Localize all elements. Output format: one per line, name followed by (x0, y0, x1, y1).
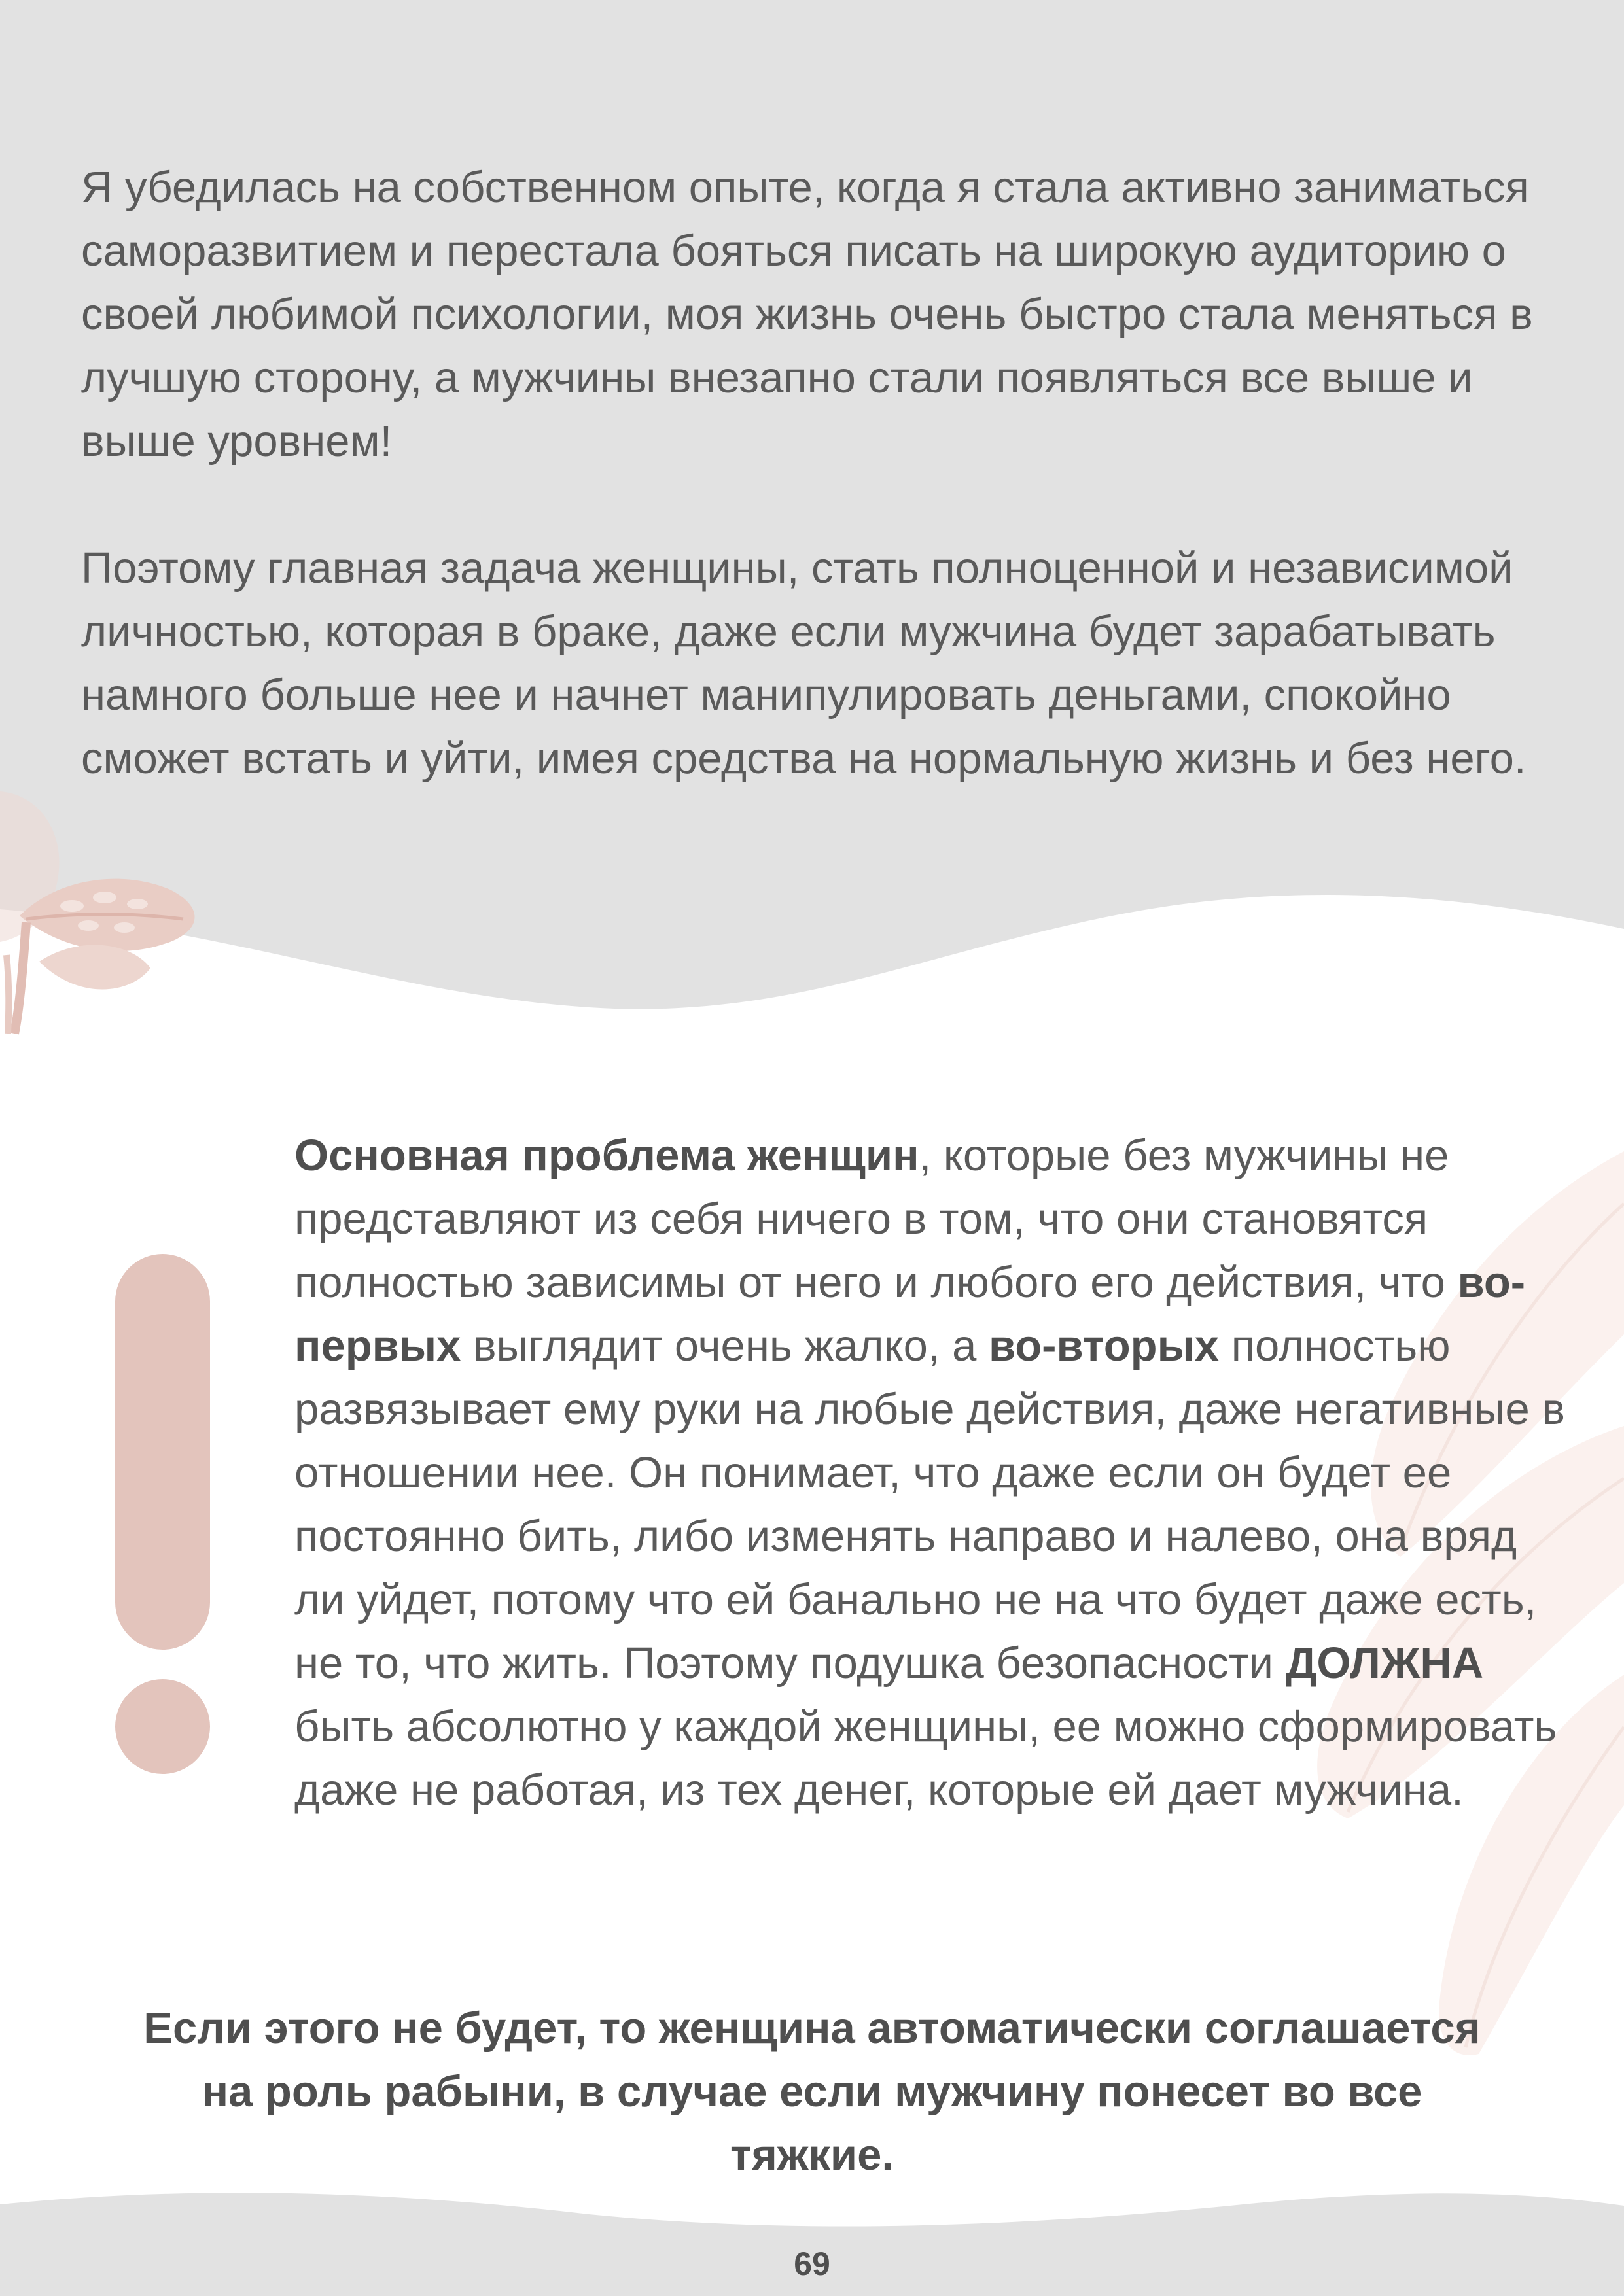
intro-paragraph-2: Поэтому главная задача женщины, стать полноценной и независимой личностью, которая в браке, даже если мужчина будет зарабатывать намного больше нее и начнет манипулировать деньгами, спокойно сможет встать и уйти, имея средства на нормальную жизнь и без него. (81, 544, 1527, 783)
callout-paragraph (294, 1124, 1577, 1822)
page-number: 69 (794, 2246, 830, 2282)
exclamation-mark-dot (115, 1679, 210, 1774)
callout-bold-must: ДОЛЖНА (1285, 1639, 1484, 1688)
callout-text-3: полностью развязывает ему руки на любые действия, даже негативные в отношении нее. Он понимает, что даже если он будет ее постоянно бить, либо изменять направо и налево, она вряд ли уйдет, потому что ей банально не на что будет даже есть, не то, что жить. Поэтому подушка безопасности (294, 1321, 1566, 1688)
conclusion-text: Если этого не будет, то женщина автоматически соглашается на роль рабыни, в случае если мужчину понесет во все тяжкие. (143, 2004, 1481, 2180)
callout-text-1: , которые без мужчины не представляют из себя ничего в том, что они становятся полностью зависимы от него и любого его действия, что (294, 1131, 1458, 1307)
callout-bold-firstly: во-первых (294, 1258, 1526, 1370)
callout-text-block (294, 1124, 1577, 1822)
callout-bold-main-problem: Основная проблема женщин (294, 1131, 919, 1180)
callout-bold-secondly: во-вторых (988, 1321, 1220, 1370)
callout-text-4: быть абсолютно у каждой женщины, ее можно сформировать даже не работая, из тех денег, которые ей дает мужчина. (294, 1702, 1557, 1815)
intro-paragraph-1: Я убедилась на собственном опыте, когда я стала активно заниматься саморазвитием и перестала бояться писать на широкую аудиторию о своей любимой психологии, моя жизнь очень быстро стала меняться в лучшую сторону, а мужчины внезапно стали появляться все выше и выше уровнем! (81, 163, 1533, 466)
intro-text-block (81, 156, 1553, 790)
callout-text-2: выглядит очень жалко, а (461, 1321, 989, 1370)
exclamation-mark-bar (115, 1254, 210, 1650)
